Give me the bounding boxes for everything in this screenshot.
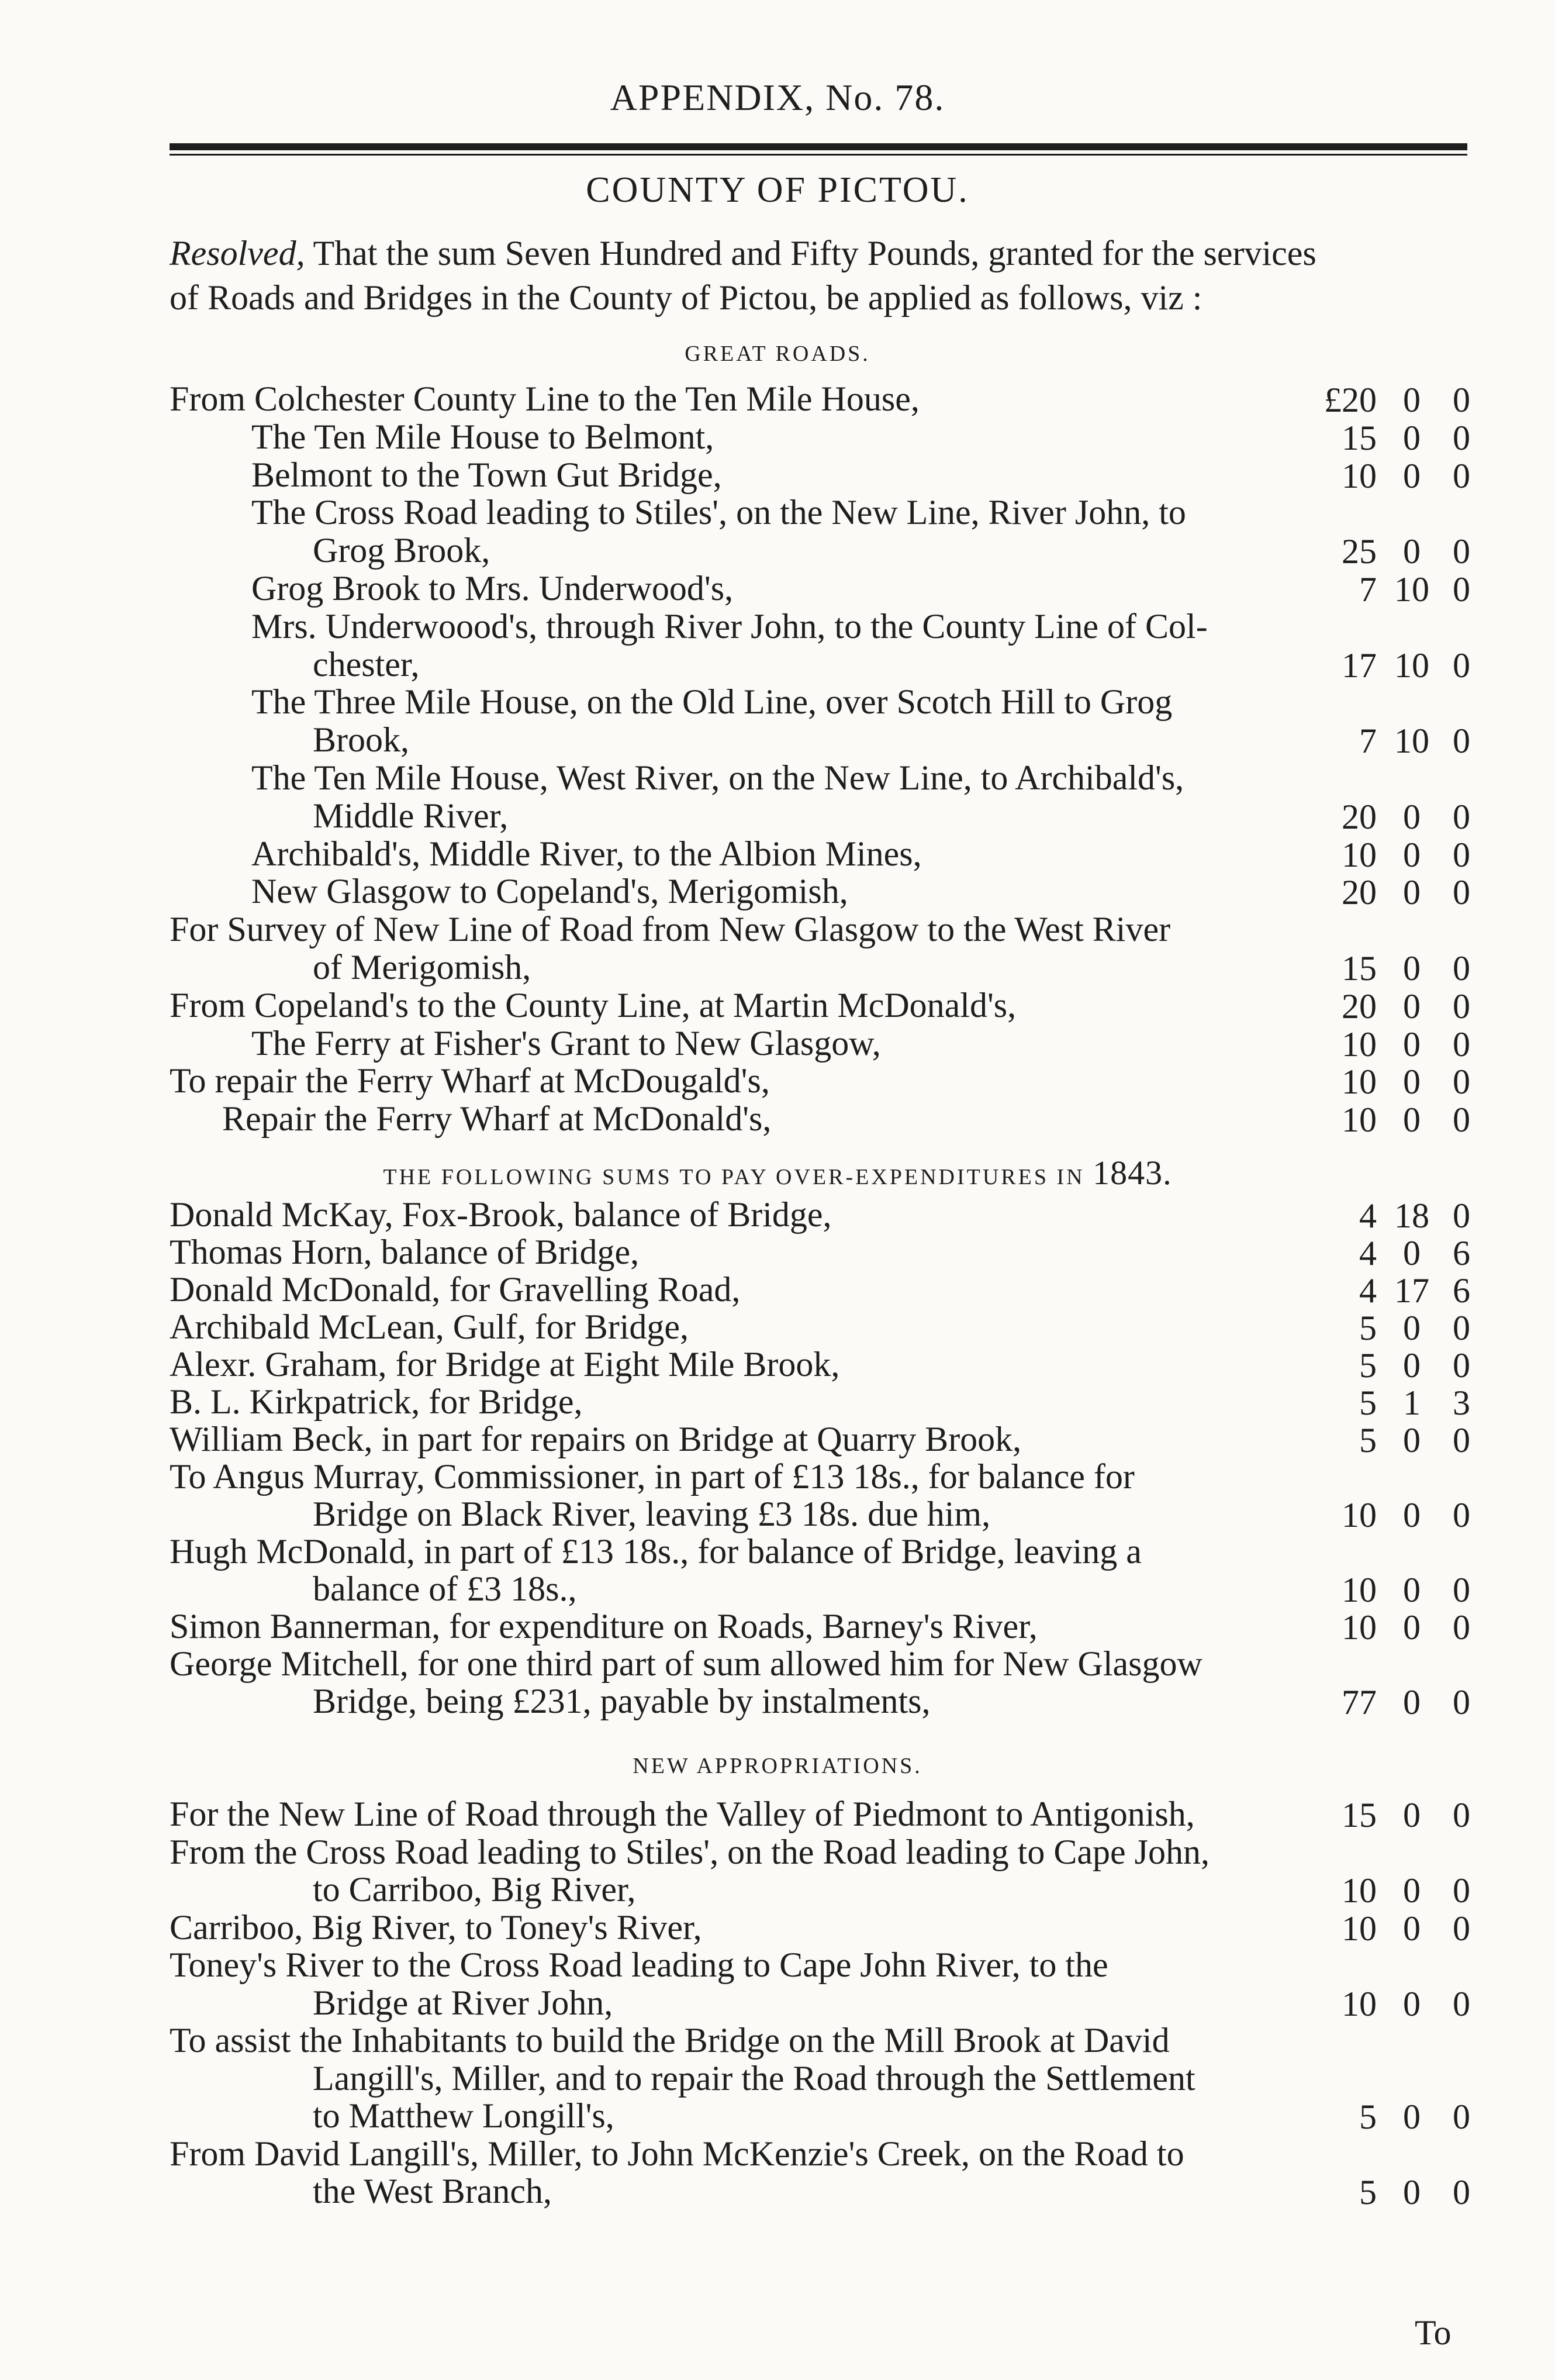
amount-shillings: 0 [1403,456,1421,495]
item-description [0,1795,1257,1833]
amount-shillings: 0 [1403,381,1421,419]
amount-pounds: 7 [1359,570,1377,609]
amount-shillings: 0 [1403,2098,1421,2136]
item-description [0,1608,1257,1645]
amount-pence: 0 [1453,987,1470,1026]
amount-pence: 0 [1453,1196,1470,1235]
amount-pence: 0 [1453,873,1470,912]
county-title: COUNTY OF PICTOU. [586,170,969,210]
amount-pounds: 20 [1342,987,1377,1026]
item-description [0,1533,1257,1608]
item-line: The Ten Mile House, West River, on the New Line, to Archibald's, [251,758,1184,797]
item-description [0,683,1257,759]
item-line: Archibald's, Middle River, to the Albion Mines, [251,834,922,873]
amount-pence: 0 [1453,646,1470,685]
item-line: Toney's River to the Cross Road leading to Cape John River, to the [170,1946,1108,1984]
amount-shillings: 0 [1403,1608,1421,1647]
item-line: Brook, [313,720,409,760]
amount-shillings: 0 [1403,797,1421,836]
amount-pounds: 20 [1342,797,1377,836]
amount-shillings: 0 [1403,1909,1421,1948]
item-line: chester, [313,644,420,684]
amount-shillings: 17 [1394,1271,1429,1310]
item-line: To repair the Ferry Wharf at McDougald's, [170,1061,770,1101]
item-description [0,910,1257,987]
amount-shillings: 0 [1403,1309,1421,1347]
amount-shillings: 0 [1403,1101,1421,1140]
amount-shillings: 0 [1403,1571,1421,1609]
item-line: Repair the Ferry Wharf at McDonald's, [222,1099,772,1139]
item-description [0,608,1257,684]
item-description [0,1458,1257,1533]
item-description [0,1645,1257,1720]
item-line: William Beck, in part for repairs on Bridge at Quarry Brook, [170,1420,1022,1458]
amount-pounds: 10 [1342,1571,1377,1609]
intro-line-1 [170,231,1473,275]
amount-shillings: 0 [1403,1346,1421,1385]
amount-pence: 0 [1453,1909,1470,1948]
amount-pounds: 5 [1359,2173,1377,2212]
item-line: For Survey of New Line of Road from New Glasgow to the West River [170,910,1171,949]
amount-shillings: 0 [1403,1984,1421,2023]
item-line: Bridge on Black River, leaving £3 18s. due him, [313,1495,991,1533]
catchword: To [1415,2313,1452,2352]
amount-pence: 0 [1453,1101,1470,1140]
section-new-appropriations: NEW APPROPRIATIONS. [633,1754,922,1778]
amount-pounds: 4 [1359,1271,1377,1310]
amount-pence: 0 [1453,1608,1470,1647]
amount-shillings: 0 [1403,1025,1421,1064]
item-description [0,1383,1257,1420]
item-description [0,1346,1257,1383]
amount-pounds: 15 [1342,418,1377,457]
section-over-exp-year: 1843. [1093,1154,1172,1192]
amount-shillings: 0 [1403,532,1421,571]
amount-pounds: 15 [1342,1796,1377,1834]
item-line: The Three Mile House, on the Old Line, over Scotch Hill to Grog [251,682,1173,722]
amount-pence: 0 [1453,456,1470,495]
item-line: Simon Bannerman, for expenditure on Roads, Barney's River, [170,1607,1038,1646]
amount-shillings: 0 [1403,1683,1421,1722]
item-description [0,2022,1257,2135]
amount-shillings: 0 [1403,835,1421,874]
amount-pence: 0 [1453,948,1470,988]
item-description [0,1946,1257,2022]
item-line: The Cross Road leading to Stiles', on the New Line, River John, to [251,493,1186,532]
amount-shillings: 0 [1403,1421,1421,1460]
item-line: B. L. Kirkpatrick, for Bridge, [170,1382,583,1421]
amount-shillings: 10 [1394,646,1429,685]
item-line: To assist the Inhabitants to build the Bridge on the Mill Brook at David [170,2021,1170,2060]
amount-pounds: 25 [1342,532,1377,571]
intro-paragraph [170,231,1473,320]
item-description [0,872,1257,910]
amount-shillings: 0 [1403,1234,1421,1272]
amount-shillings: 0 [1403,1496,1421,1534]
amount-pence: 3 [1453,1384,1470,1422]
amount-pounds: 10 [1342,1496,1377,1534]
section-over-exp-label: THE FOLLOWING SUMS TO PAY OVER-EXPENDITURES IN [383,1165,1085,1189]
amount-pounds: 10 [1342,1984,1377,2023]
intro-lead: Resolved, [170,234,305,273]
item-line: Middle River, [313,796,509,835]
item-line: Belmont to the Town Gut Bridge, [251,455,722,494]
item-description [0,1100,1257,1138]
item-description [0,1308,1257,1346]
item-description [0,456,1257,494]
item-line: the West Branch, [313,2172,552,2210]
amount-pounds: 15 [1342,948,1377,988]
amount-pounds: 77 [1342,1683,1377,1722]
amount-pence: 0 [1453,722,1470,761]
amount-pounds: 10 [1342,456,1377,495]
item-description [0,835,1257,873]
item-description [0,1062,1257,1100]
amount-pounds: 10 [1342,1063,1377,1102]
amount-pence: 6 [1453,1234,1470,1272]
amount-shillings: 0 [1403,2173,1421,2212]
item-line: of Merigomish, [313,947,531,987]
amount-pence: 0 [1453,532,1470,571]
header-rule-thin [170,154,1467,156]
amount-pounds: 20 [1342,873,1377,912]
item-line: Donald McKay, Fox-Brook, balance of Bridge, [170,1195,832,1234]
amount-pounds: 10 [1342,1025,1377,1064]
amount-pounds: 5 [1359,1384,1377,1422]
amount-pounds: 10 [1342,1101,1377,1140]
amount-pence: 0 [1453,1025,1470,1064]
amount-pounds: 10 [1342,1871,1377,1910]
item-description [0,1833,1257,1909]
item-description [0,380,1257,418]
amount-pence: 0 [1453,797,1470,836]
item-line: The Ten Mile House to Belmont, [251,417,714,456]
amount-pence: 0 [1453,1984,1470,2023]
amount-shillings: 0 [1403,1796,1421,1834]
amount-pence: 0 [1453,1871,1470,1910]
amount-pounds: 4 [1359,1234,1377,1272]
amount-pence: 0 [1453,1571,1470,1609]
intro-line-2: of Roads and Bridges in the County of Pictou, be applied as follows, viz : [170,278,1202,317]
item-description [0,759,1257,835]
item-line: The Ferry at Fisher's Grant to New Glasgow, [251,1023,881,1063]
amount-shillings: 0 [1403,948,1421,988]
amount-pence: 0 [1453,1309,1470,1347]
amount-pounds: 5 [1359,1309,1377,1347]
item-line: Langill's, Miller, and to repair the Road through the Settlement [313,2058,1195,2098]
item-description [0,1271,1257,1308]
item-line: George Mitchell, for one third part of sum allowed him for New Glasgow [170,1644,1202,1683]
item-line: to Matthew Longill's, [313,2096,614,2135]
amount-pence: 6 [1453,1271,1470,1310]
amount-pounds: 5 [1359,1421,1377,1460]
item-line: Archibald McLean, Gulf, for Bridge, [170,1308,689,1346]
item-description [0,1909,1257,1947]
item-description [0,2135,1257,2210]
amount-pence: 0 [1453,570,1470,609]
amount-pence: 0 [1453,2173,1470,2212]
page-header: APPENDIX, No. 78. [610,77,945,118]
amount-pence: 0 [1453,1496,1470,1534]
item-line: Mrs. Underwoood's, through River John, to the County Line of Col- [251,606,1208,646]
amount-shillings: 0 [1403,873,1421,912]
item-description [0,987,1257,1025]
item-line: Alexr. Graham, for Bridge at Eight Mile Brook, [170,1345,840,1384]
item-line: Bridge at River John, [313,1983,613,2022]
amount-pence: 0 [1453,381,1470,419]
amount-pounds: 5 [1359,1346,1377,1385]
item-line: Grog Brook, [313,531,490,570]
item-line: Grog Brook to Mrs. Underwood's, [251,569,734,608]
item-description [0,1420,1257,1458]
amount-pounds: 10 [1342,1909,1377,1948]
amount-pence: 0 [1453,418,1470,457]
amount-shillings: 0 [1403,418,1421,457]
item-line: From David Langill's, Miller, to John McKenzie's Creek, on the Road to [170,2134,1184,2173]
item-line: Bridge, being £231, payable by instalments, [313,1682,931,1720]
item-line: Thomas Horn, balance of Bridge, [170,1233,640,1271]
item-line: balance of £3 18s., [313,1570,577,1608]
amount-pence: 0 [1453,1683,1470,1722]
item-line: From the Cross Road leading to Stiles', on the Road leading to Cape John, [170,1832,1210,1871]
item-line: Hugh McDonald, in part of £13 18s., for balance of Bridge, leaving a [170,1532,1142,1571]
amount-pounds: 4 [1359,1196,1377,1235]
amount-shillings: 10 [1394,722,1429,761]
item-description [0,1025,1257,1063]
amount-pounds: 10 [1342,1608,1377,1647]
item-line: Carriboo, Big River, to Toney's River, [170,1908,702,1947]
item-line: Donald McDonald, for Gravelling Road, [170,1270,741,1309]
item-line: From Copeland's to the County Line, at Martin McDonald's, [170,985,1017,1025]
amount-pence: 0 [1453,1421,1470,1460]
amount-shillings: 10 [1394,570,1429,609]
amount-pence: 0 [1453,1796,1470,1834]
amount-shillings: 18 [1394,1196,1429,1235]
amount-pounds: £20 [1324,381,1377,419]
section-over-expenditures [0,1153,1555,1192]
amount-shillings: 0 [1403,987,1421,1026]
amount-pounds: 17 [1342,646,1377,685]
amount-pounds: 10 [1342,835,1377,874]
intro-text-1: That the sum Seven Hundred and Fifty Pounds, granted for the services [313,234,1316,273]
amount-pounds: 5 [1359,2098,1377,2136]
item-description [0,494,1257,570]
amount-pence: 0 [1453,835,1470,874]
amount-shillings: 0 [1403,1063,1421,1102]
amount-pence: 0 [1453,2098,1470,2136]
item-line: to Carriboo, Big River, [313,1870,636,1909]
amount-pounds: 7 [1359,722,1377,761]
amount-pence: 0 [1453,1063,1470,1102]
item-line: New Glasgow to Copeland's, Merigomish, [251,872,848,911]
amount-pence: 0 [1453,1346,1470,1385]
item-line: To Angus Murray, Commissioner, in part of £13 18s., for balance for [170,1457,1135,1496]
amount-shillings: 0 [1403,1871,1421,1910]
item-line: For the New Line of Road through the Valley of Piedmont to Antigonish, [170,1795,1195,1833]
header-rule-thick [170,143,1467,150]
item-description [0,1196,1257,1233]
item-description [0,1233,1257,1271]
item-description [0,418,1257,456]
amount-shillings: 1 [1403,1384,1421,1422]
item-line: From Colchester County Line to the Ten Mile House, [170,380,920,418]
item-description [0,570,1257,608]
section-great-roads: GREAT ROADS. [685,342,870,366]
